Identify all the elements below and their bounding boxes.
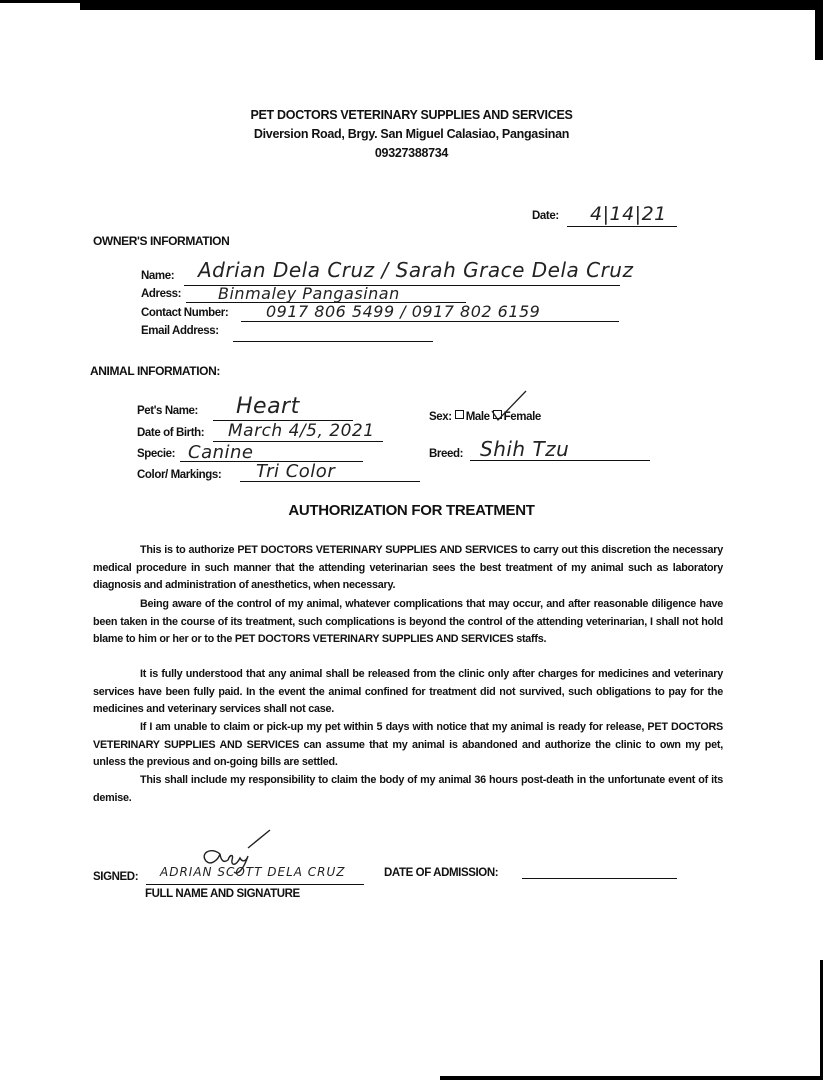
- owner-contact-label: Contact Number:: [141, 307, 229, 319]
- owner-name-label: Name:: [141, 270, 175, 282]
- owner-address-value: Binmaley Pangasinan: [218, 284, 400, 303]
- company-address: Diversion Road, Brgy. San Miguel Calasiao, Pangasinan: [253, 127, 570, 141]
- pet-name-label: Pet's Name:: [137, 405, 198, 417]
- date-value: 4|14|21: [590, 203, 667, 225]
- female-checkbox[interactable]: [493, 410, 502, 419]
- breed-value: Shih Tzu: [480, 437, 570, 461]
- female-label: Female: [503, 411, 541, 423]
- male-checkbox[interactable]: [455, 410, 464, 419]
- date-label: Date:: [532, 210, 559, 222]
- signed-label: SIGNED:: [93, 871, 139, 883]
- scan-edge-bottom: [440, 1076, 823, 1080]
- color-label: Color/ Markings:: [137, 469, 222, 481]
- signature-caption: FULL NAME AND SIGNATURE: [145, 888, 300, 900]
- pet-name-value: Heart: [236, 394, 300, 419]
- sex-label: Sex:: [429, 411, 452, 423]
- owner-name-value: Adrian Dela Cruz / Sarah Grace Dela Cruz: [198, 258, 634, 282]
- sex-field: [429, 410, 541, 423]
- owner-contact-value: 0917 806 5499 / 0917 802 6159: [266, 302, 541, 321]
- company-phone: 09327388734: [374, 146, 449, 160]
- male-label: Male: [465, 411, 490, 423]
- owner-section-title: OWNER'S INFORMATION: [93, 234, 230, 248]
- authorization-paragraph-4: If I am unable to claim or pick-up my pet within 5 days with notice that my animal is ready for release, PET DOCTORS VETERINARY SUPPLIES AND SERVICES can assume that my animal is abandoned and authorize the clinic to own my pet, unless the previous and on-going bills are settled.: [93, 721, 723, 769]
- authorization-paragraph-3: It is fully understood that any animal shall be released from the clinic only after charges for medicines and veterinary services have been fully paid. In the event the animal confined for treatment did not survived, such obligations to pay for the medicines and veterinary services shall not case.: [93, 668, 723, 716]
- check-mark-icon: [490, 389, 530, 423]
- species-label: Specie:: [137, 448, 176, 460]
- authorization-paragraph-2: Being aware of the control of my animal, whatever complications that may occur, and after reasonable diligence have been taken in the course of its treatment, such complications is beyond the control of the attending veterinarian, I shall not hold blame to him or her or to the PET DOCTORS VETERINARY SUPPLIES AND SERVICES staffs.: [93, 598, 723, 646]
- dob-value: March 4/5, 2021: [228, 421, 375, 441]
- owner-contact-line: [241, 321, 619, 322]
- scan-edge-top: [80, 0, 823, 10]
- signed-line: [146, 884, 364, 885]
- scan-edge-top-left: [0, 0, 80, 3]
- animal-section-title: ANIMAL INFORMATION:: [90, 364, 220, 378]
- species-value: Canine: [188, 442, 254, 463]
- breed-label: Breed:: [429, 448, 464, 460]
- authorization-paragraph-1: This is to authorize PET DOCTORS VETERINARY SUPPLIES AND SERVICES to carry out this discretion the necessary medical procedure in such manner that the attending veterinarian sees the best treatment of my animal such as laboratory diagnosis and administration of anesthetics, when necessary.: [93, 544, 723, 592]
- owner-email-label: Email Address:: [141, 325, 219, 337]
- date-line: [567, 226, 677, 227]
- owner-email-line: [233, 341, 433, 342]
- admission-label: DATE OF ADMISSION:: [384, 867, 499, 879]
- signed-name: ADRIAN SCOTT DELA CRUZ: [160, 865, 346, 879]
- authorization-title: AUTHORIZATION FOR TREATMENT: [288, 502, 535, 519]
- color-value: Tri Color: [256, 461, 336, 482]
- admission-line: [522, 878, 677, 879]
- owner-address-label: Adress:: [141, 288, 182, 300]
- company-name: PET DOCTORS VETERINARY SUPPLIES AND SERVICES: [250, 108, 573, 122]
- dob-label: Date of Birth:: [137, 427, 205, 439]
- authorization-paragraph-5: This shall include my responsibility to claim the body of my animal 36 hours post-death in the unfortunate event of its demise.: [93, 774, 723, 804]
- scan-edge-right: [815, 0, 823, 60]
